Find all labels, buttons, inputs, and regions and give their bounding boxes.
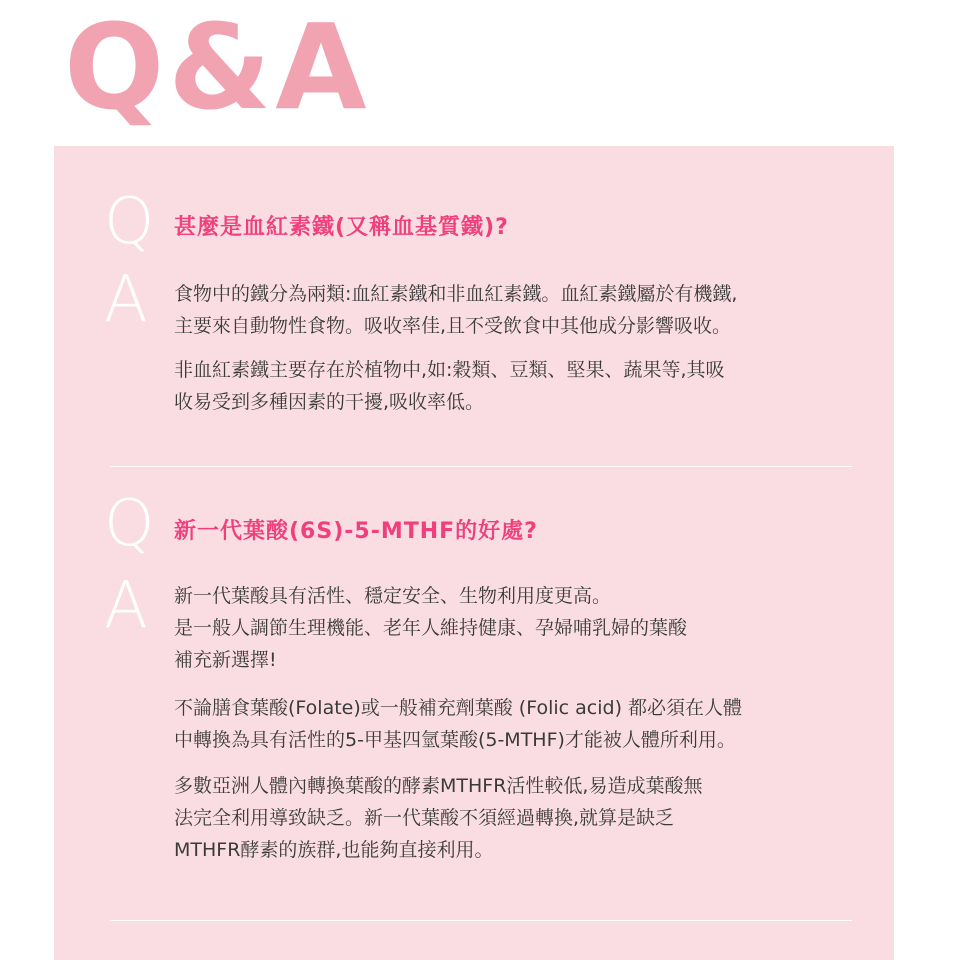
question-2: 新一代葉酸(6S)-5-MTHF的好處?	[174, 519, 538, 544]
text-line: 主要來自動物性食物。吸收率佳,且不受飲食中其他成分影響吸收。	[174, 315, 732, 337]
text-line: 新一代葉酸具有活性、穩定安全、生物利用度更高。	[174, 585, 612, 607]
answer-2-paragraph-1	[174, 580, 864, 676]
answer-1-paragraph-1	[174, 278, 864, 342]
divider	[110, 466, 852, 467]
text-line: 中轉換為具有活性的5-甲基四氫葉酸(5-MTHF)才能被人體所利用。	[174, 729, 736, 751]
answer-mark-2: A	[104, 569, 148, 643]
text-line: 不論膳食葉酸(Folate)或一般補充劑葉酸 (Folic acid) 都必須在人體	[174, 697, 743, 719]
question-mark-2: Q	[104, 487, 155, 561]
answer-1-paragraph-2	[174, 354, 864, 418]
divider	[110, 920, 852, 921]
text-line: MTHFR酵素的族群,也能夠直接利用。	[174, 839, 494, 861]
text-line: 法完全利用導致缺乏。新一代葉酸不須經過轉換,就算是缺乏	[174, 807, 675, 829]
answer-2-paragraph-3	[174, 770, 864, 866]
page-title: Q&A	[64, 0, 371, 136]
answer-2-paragraph-2	[174, 692, 864, 756]
question-mark-1: Q	[104, 185, 155, 259]
text-line: 多數亞洲人體內轉換葉酸的酵素MTHFR活性較低,易造成葉酸無	[174, 775, 703, 797]
text-line: 食物中的鐵分為兩類:血紅素鐵和非血紅素鐵。血紅素鐵屬於有機鐵,	[174, 283, 738, 305]
answer-mark-1: A	[104, 263, 148, 337]
text-line: 是一般人調節生理機能、老年人維持健康、孕婦哺乳婦的葉酸	[174, 617, 688, 639]
text-line: 補充新選擇!	[174, 649, 277, 671]
text-line: 非血紅素鐵主要存在於植物中,如:穀類、豆類、堅果、蔬果等,其吸	[174, 359, 725, 381]
text-line: 收易受到多種因素的干擾,吸收率低。	[174, 391, 485, 413]
question-1: 甚麼是血紅素鐵(又稱血基質鐵)?	[174, 215, 509, 240]
